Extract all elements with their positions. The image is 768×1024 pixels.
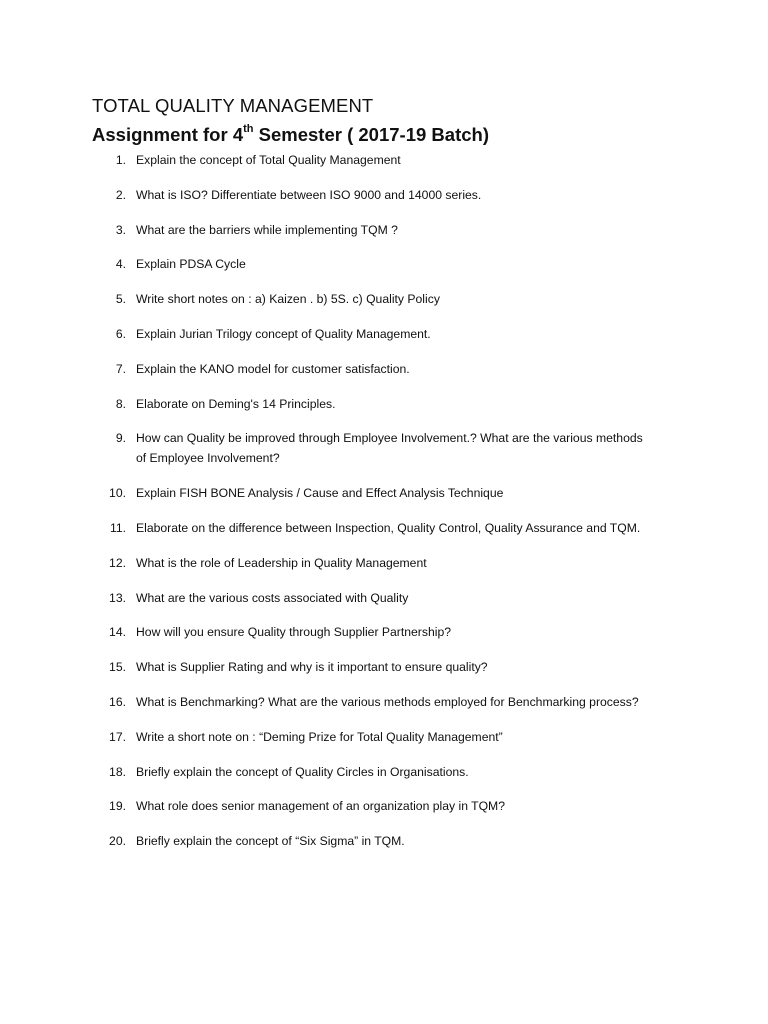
question-text xyxy=(136,692,639,712)
question-number: 3. xyxy=(115,222,126,237)
question-number: 4. xyxy=(115,257,126,272)
question-number: 19. xyxy=(109,799,126,814)
question-text-line: What is Benchmarking? What are the various methods employed for Benchmarking process? xyxy=(136,695,639,709)
question-text-line: Write a short note on : “Deming Prize for Total Quality Management” xyxy=(136,729,503,744)
question-text-line: How will you ensure Quality through Supplier Partnership? xyxy=(136,625,452,640)
question-number: 13. xyxy=(109,590,126,605)
question-number: 14. xyxy=(109,625,126,640)
question-text-line: Elaborate on the difference between Inspection, Quality Control, Quality Assurance and TQM. xyxy=(136,521,641,535)
question-text xyxy=(136,831,405,851)
question-text xyxy=(136,394,335,414)
question-text xyxy=(136,727,503,747)
question-number: 16. xyxy=(109,695,126,709)
question-number: 5. xyxy=(115,292,126,307)
question-number: 20. xyxy=(109,834,126,849)
question-text xyxy=(136,324,431,344)
question-number: 11. xyxy=(109,521,126,535)
question-text xyxy=(136,220,398,240)
question-number: 15. xyxy=(109,660,126,675)
document-subtitle xyxy=(92,124,489,146)
question-number: 6. xyxy=(115,327,126,341)
question-text-line: of Employee Involvement? xyxy=(136,451,280,466)
question-text xyxy=(136,359,410,379)
question-text-line: What role does senior management of an organization play in TQM? xyxy=(136,799,505,814)
question-text-line: Explain the concept of Total Quality Management xyxy=(136,153,401,167)
question-text-line: What is ISO? Differentiate between ISO 9000 and 14000 series. xyxy=(136,187,482,202)
question-text xyxy=(136,622,451,642)
question-text xyxy=(136,796,505,816)
question-text-line: How can Quality be improved through Employee Involvement.? What are the various methods xyxy=(136,431,643,446)
question-text-line: What is the role of Leadership in Quality Management xyxy=(136,555,427,570)
question-text-line: Explain Jurian Trilogy concept of Quality Management. xyxy=(136,327,431,341)
question-number: 7. xyxy=(115,361,126,376)
question-text xyxy=(136,553,427,573)
question-text-line: What are the various costs associated with Quality xyxy=(136,590,409,605)
question-number: 1. xyxy=(115,153,126,167)
question-text xyxy=(136,289,440,309)
question-number: 9. xyxy=(115,431,126,446)
question-text xyxy=(136,150,401,170)
question-text-line: Write short notes on : a) Kaizen . b) 5S. c) Quality Policy xyxy=(136,292,440,307)
question-text xyxy=(136,762,469,782)
question-text-line: Briefly explain the concept of Quality Circles in Organisations. xyxy=(136,764,469,779)
question-number: 10. xyxy=(109,486,126,501)
question-text-line: What is Supplier Rating and why is it important to ensure quality? xyxy=(136,660,488,675)
question-number: 17. xyxy=(109,729,126,744)
question-text xyxy=(136,483,503,503)
question-text xyxy=(136,428,643,468)
question-number: 2. xyxy=(115,187,126,202)
question-text-line: What are the barriers while implementing TQM ? xyxy=(136,222,398,237)
question-text xyxy=(136,254,246,274)
question-text-line: Elaborate on Deming's 14 Principles. xyxy=(136,396,336,411)
question-text-line: Explain PDSA Cycle xyxy=(136,257,246,272)
question-text xyxy=(136,588,408,608)
subtitle-suffix: Semester ( 2017-19 Batch) xyxy=(253,124,489,145)
question-text xyxy=(136,657,488,677)
document-title: TOTAL QUALITY MANAGEMENT xyxy=(92,95,374,116)
question-text-line: Briefly explain the concept of “Six Sigma” in TQM. xyxy=(136,834,405,849)
question-text xyxy=(136,518,640,538)
question-text xyxy=(136,185,481,205)
subtitle-superscript: th xyxy=(243,122,254,135)
question-number: 8. xyxy=(115,396,126,411)
question-text-line: Explain the KANO model for customer satisfaction. xyxy=(136,361,410,376)
question-number: 18. xyxy=(109,764,126,779)
question-text-line: Explain FISH BONE Analysis / Cause and Effect Analysis Technique xyxy=(136,486,504,501)
question-number: 12. xyxy=(109,555,126,570)
subtitle-prefix: Assignment for 4 xyxy=(92,124,244,145)
